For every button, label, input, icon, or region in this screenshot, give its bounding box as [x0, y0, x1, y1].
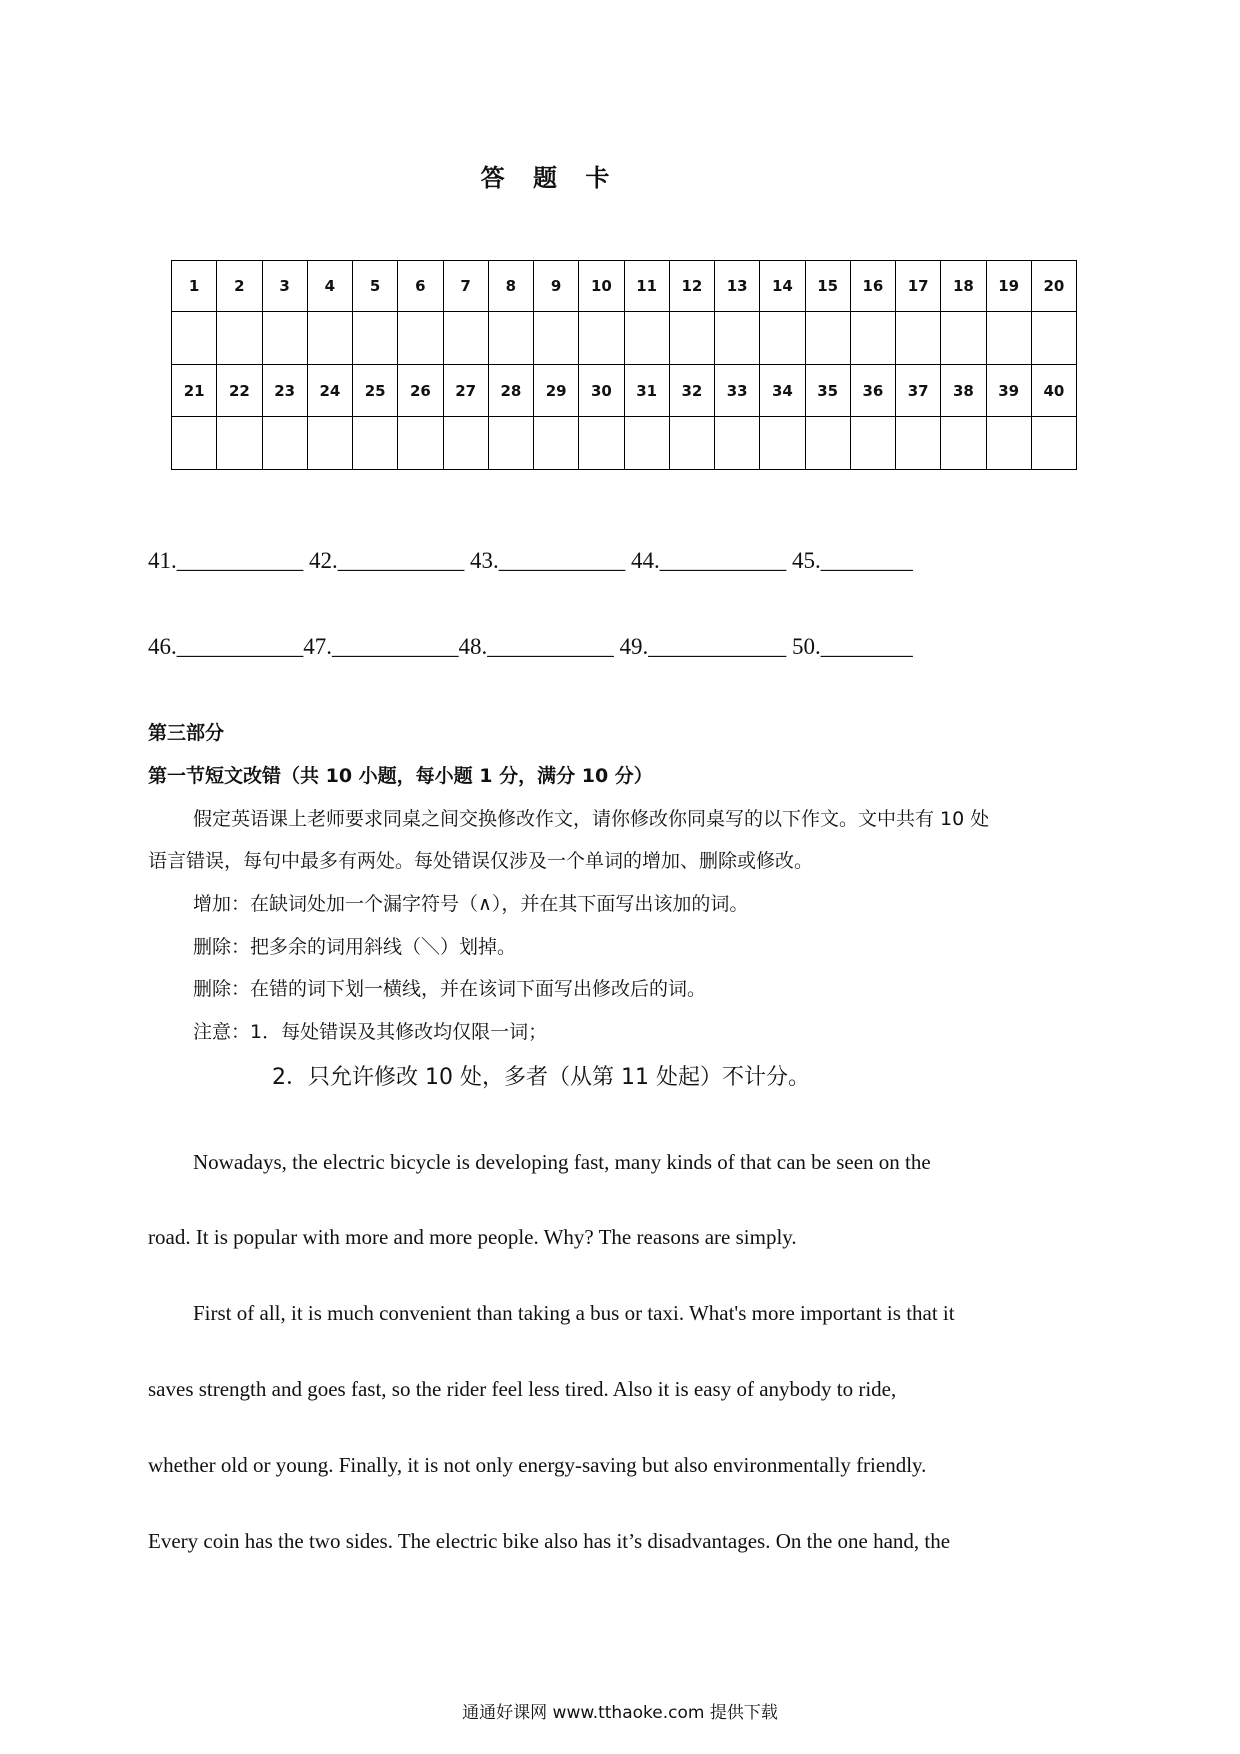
- question-number-cell: 20: [1031, 261, 1076, 312]
- question-number-cell: 9: [534, 261, 579, 312]
- question-number-cell: 39: [986, 365, 1031, 416]
- instruction-intro-1: 假定英语课上老师要求同桌之间交换修改作文，请你修改你同桌写的以下作文。文中共有 10 处: [193, 808, 990, 830]
- answer-cell[interactable]: [172, 416, 217, 469]
- answer-cell[interactable]: [850, 312, 895, 365]
- question-number-cell: 37: [896, 365, 941, 416]
- question-number-cell: 15: [805, 261, 850, 312]
- question-number-cell: 27: [443, 365, 488, 416]
- answer-cell[interactable]: [353, 416, 398, 469]
- answer-cell[interactable]: [398, 416, 443, 469]
- answer-cell[interactable]: [941, 312, 986, 365]
- answer-cell[interactable]: [307, 312, 352, 365]
- question-number-cell: 24: [307, 365, 352, 416]
- question-number-cell: 28: [488, 365, 533, 416]
- essay-line-1: Nowadays, the electric bicycle is developing fast, many kinds of that can be seen on the: [193, 1150, 931, 1174]
- question-number-cell: 17: [896, 261, 941, 312]
- question-number-cell: 5: [353, 261, 398, 312]
- answer-cell[interactable]: [534, 416, 579, 469]
- question-number-cell: 16: [850, 261, 895, 312]
- section-part-label: 第三部分: [148, 722, 225, 744]
- answer-cell[interactable]: [805, 312, 850, 365]
- answer-cell[interactable]: [715, 312, 760, 365]
- answer-cell[interactable]: [217, 312, 262, 365]
- question-number-cell: 35: [805, 365, 850, 416]
- question-number-cell: 30: [579, 365, 624, 416]
- blank-line-41-45: 41.___________ 42.___________ 43.___________ 44.___________ 45.________: [148, 548, 913, 573]
- answer-cell[interactable]: [669, 416, 714, 469]
- essay-line-6: Every coin has the two sides. The electric bike also has it’s disadvantages. On the one hand, the: [148, 1529, 951, 1553]
- answer-cell[interactable]: [850, 416, 895, 469]
- answer-cell[interactable]: [217, 416, 262, 469]
- answer-cell[interactable]: [579, 312, 624, 365]
- essay-line-4: saves strength and goes fast, so the rider feel less tired. Also it is easy of anybody to ride,: [148, 1377, 897, 1401]
- question-number-cell: 2: [217, 261, 262, 312]
- answer-cell[interactable]: [172, 312, 217, 365]
- question-number-cell: 31: [624, 365, 669, 416]
- question-number-cell: 33: [715, 365, 760, 416]
- question-number-cell: 34: [760, 365, 805, 416]
- answer-cell[interactable]: [986, 312, 1031, 365]
- question-number-cell: 21: [172, 365, 217, 416]
- question-number-cell: 7: [443, 261, 488, 312]
- answer-cell[interactable]: [443, 312, 488, 365]
- answer-cell[interactable]: [262, 312, 307, 365]
- instruction-intro-2: 语言错误，每句中最多有两处。每处错误仅涉及一个单词的增加、删除或修改。: [148, 850, 814, 872]
- answer-cell[interactable]: [760, 416, 805, 469]
- answer-cell[interactable]: [896, 416, 941, 469]
- answer-cell[interactable]: [398, 312, 443, 365]
- question-number-cell: 38: [941, 365, 986, 416]
- answer-cell[interactable]: [896, 312, 941, 365]
- essay-line-2: road. It is popular with more and more people. Why? The reasons are simply.: [148, 1225, 797, 1249]
- question-number-cell: 8: [488, 261, 533, 312]
- question-number-cell: 13: [715, 261, 760, 312]
- answer-cell[interactable]: [579, 416, 624, 469]
- answer-grid: [171, 260, 1077, 470]
- question-number-cell: 10: [579, 261, 624, 312]
- question-number-cell: 25: [353, 365, 398, 416]
- grid-number-row-2: [172, 365, 1077, 416]
- answer-cell[interactable]: [262, 416, 307, 469]
- answer-cell[interactable]: [1031, 416, 1076, 469]
- answer-cell[interactable]: [307, 416, 352, 469]
- question-number-cell: 14: [760, 261, 805, 312]
- footer-source: 通通好课网 www.tthaoke.com 提供下载: [462, 1703, 778, 1723]
- question-number-cell: 32: [669, 365, 714, 416]
- answer-cell[interactable]: [624, 416, 669, 469]
- question-number-cell: 6: [398, 261, 443, 312]
- answer-cell[interactable]: [443, 416, 488, 469]
- instruction-note-1: 注意：1．每处错误及其修改均仅限一词；: [193, 1021, 548, 1043]
- question-number-cell: 11: [624, 261, 669, 312]
- question-number-cell: 19: [986, 261, 1031, 312]
- question-number-cell: 22: [217, 365, 262, 416]
- answer-cell[interactable]: [669, 312, 714, 365]
- answer-cell[interactable]: [353, 312, 398, 365]
- question-number-cell: 18: [941, 261, 986, 312]
- question-number-cell: 3: [262, 261, 307, 312]
- question-number-cell: 26: [398, 365, 443, 416]
- answer-cell[interactable]: [986, 416, 1031, 469]
- answer-cell[interactable]: [488, 312, 533, 365]
- question-number-cell: 40: [1031, 365, 1076, 416]
- instruction-note-2: 2．只允许修改 10 处，多者（从第 11 处起）不计分。: [272, 1065, 810, 1090]
- answer-cell[interactable]: [941, 416, 986, 469]
- question-number-cell: 23: [262, 365, 307, 416]
- instruction-delete: 删除：把多余的词用斜线（＼）划掉。: [193, 936, 517, 958]
- question-number-cell: 1: [172, 261, 217, 312]
- answer-cell[interactable]: [624, 312, 669, 365]
- question-number-cell: 12: [669, 261, 714, 312]
- question-number-cell: 36: [850, 365, 895, 416]
- instruction-modify: 删除：在错的词下划一横线，并在该词下面写出修改后的词。: [193, 978, 707, 1000]
- grid-answer-row-2: [172, 416, 1077, 469]
- answer-cell[interactable]: [760, 312, 805, 365]
- essay-line-5: whether old or young. Finally, it is not only energy-saving but also environmentally friendly.: [148, 1453, 927, 1477]
- blank-line-46-50: 46.___________47.___________48.___________ 49.____________ 50.________: [148, 634, 913, 659]
- question-number-cell: 29: [534, 365, 579, 416]
- grid-answer-row-1: [172, 312, 1077, 365]
- answer-cell[interactable]: [534, 312, 579, 365]
- answer-cell[interactable]: [1031, 312, 1076, 365]
- instruction-add: 增加：在缺词处加一个漏字符号（∧），并在其下面写出该加的词。: [193, 893, 749, 915]
- grid-number-row-1: [172, 261, 1077, 312]
- section-heading: 第一节短文改错（共 10 小题，每小题 1 分，满分 10 分）: [148, 765, 653, 787]
- answer-cell[interactable]: [488, 416, 533, 469]
- essay-line-3: First of all, it is much convenient than taking a bus or taxi. What's more important is that it: [193, 1301, 955, 1325]
- page-title: 答 题 卡: [480, 164, 620, 192]
- answer-cell[interactable]: [805, 416, 850, 469]
- question-number-cell: 4: [307, 261, 352, 312]
- answer-cell[interactable]: [715, 416, 760, 469]
